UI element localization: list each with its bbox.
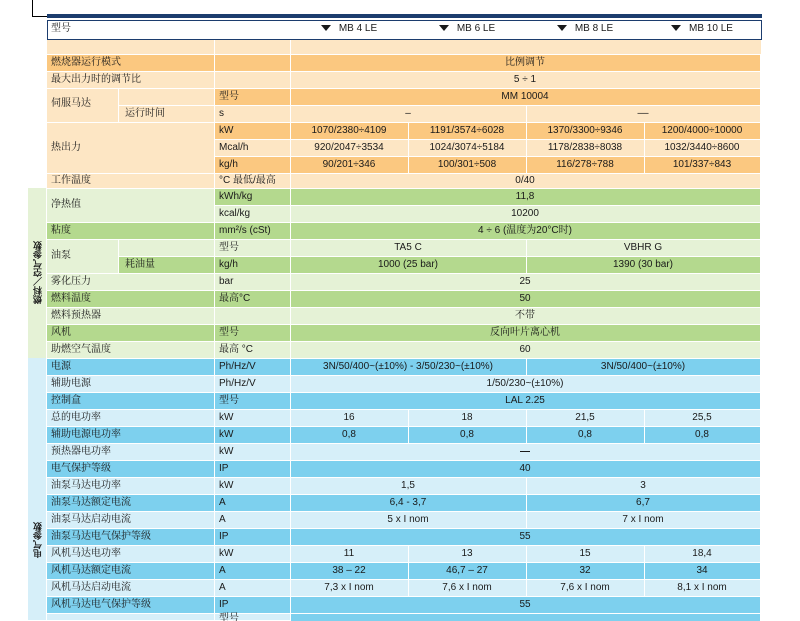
row-label: 控制盒: [51, 395, 81, 406]
row-unit: kW: [219, 429, 234, 440]
row-unit: kW: [219, 125, 234, 136]
table-cell: 34: [696, 565, 708, 576]
table-cell: 46,7 – 27: [446, 565, 488, 576]
row-value: 5 ÷ 1: [513, 74, 537, 85]
row-unit: °C 最低/最高: [219, 175, 276, 186]
row-label: 辅助电源电功率: [51, 429, 121, 440]
row-unit: A: [219, 582, 226, 593]
row-unit: Ph/Hz/V: [219, 378, 256, 389]
table-cell: 7,3 x I nom: [324, 582, 374, 593]
row-label: 油泵马达启动电流: [51, 514, 131, 525]
row-value: LAL 2.25: [505, 395, 545, 406]
row-unit: IP: [219, 531, 229, 542]
row-value: 55: [519, 531, 531, 542]
row-label: 油泵马达电气保护等级: [51, 531, 151, 542]
row-value: TA5 C: [394, 242, 422, 253]
row-value: VBHR G: [623, 242, 663, 253]
row-label: 电气保护等级: [51, 463, 111, 474]
row-value: 反向叶片离心机: [490, 327, 560, 338]
row-unit: kg/h: [219, 159, 238, 170]
row-value: MM 10004: [501, 91, 549, 102]
table-cell: 1178/2838÷8038: [547, 142, 623, 153]
row-value: 40: [519, 463, 531, 474]
row-label: 辅助电源: [51, 378, 91, 389]
row-value: 1390 (30 bar): [612, 259, 674, 270]
row-unit: kW: [219, 446, 234, 457]
table-cell: 1032/3440÷8600: [664, 142, 740, 153]
table-cell: 16: [343, 412, 355, 423]
header-model-3[interactable]: MB 8 LE: [526, 21, 644, 37]
row-label: 燃料预热器: [51, 310, 101, 321]
row-label: 净热值: [51, 199, 81, 210]
row-value: 25: [519, 276, 531, 287]
row-value: –: [405, 108, 411, 119]
spacer-row: [47, 40, 761, 54]
row-value: ––: [637, 108, 649, 119]
header-model-1[interactable]: MB 4 LE: [290, 21, 408, 37]
row-label: 燃料温度: [51, 293, 91, 304]
row-unit-partial: 型号: [219, 613, 239, 621]
table-cell: 13: [461, 548, 473, 559]
row-label: 总的电功率: [51, 412, 101, 423]
row-unit: bar: [219, 276, 234, 287]
row-label: 风机马达电气保护等级: [51, 599, 151, 610]
row-unit: 最高 °C: [219, 344, 253, 355]
row-value: 5 x I nom: [387, 514, 429, 525]
row-value: —: [520, 446, 530, 457]
dropdown-icon: [439, 25, 449, 31]
row-value: 比例调节: [505, 57, 545, 68]
table-cell: 0,8: [460, 429, 474, 440]
table-cell: 18,4: [692, 548, 712, 559]
table-cell: 116/278÷788: [556, 159, 614, 170]
row-unit: s: [219, 108, 224, 119]
row-value: 60: [519, 344, 531, 355]
row-value: 1000 (25 bar): [377, 259, 439, 270]
row-sublabel: 运行时间: [125, 108, 165, 119]
row-unit: A: [219, 565, 226, 576]
table-cell: 18: [461, 412, 473, 423]
section-label-electrical: 电气参数: [33, 522, 43, 558]
row-unit: 型号: [219, 91, 239, 102]
frame-line-left: [32, 0, 33, 16]
row-value: 6,7: [636, 497, 650, 508]
row-value: 7 x I nom: [622, 514, 664, 525]
row-unit: A: [219, 497, 226, 508]
row-label: 助燃空气温度: [51, 344, 111, 355]
row-label: 热出力: [51, 142, 81, 153]
table-cell: 38 – 22: [332, 565, 366, 576]
table-cell: 15: [579, 548, 591, 559]
table-cell: 7,6 x I nom: [560, 582, 610, 593]
table-cell: 32: [579, 565, 591, 576]
row-sublabel: 耗油量: [125, 259, 155, 270]
row-label: 风机马达额定电流: [51, 565, 131, 576]
row-label: 工作温度: [51, 175, 91, 186]
navy-top-bar: [47, 14, 762, 18]
row-unit: A: [219, 514, 226, 525]
row-unit: 型号: [219, 242, 239, 253]
row-unit: kWh/kg: [219, 191, 253, 202]
row-unit: IP: [219, 599, 229, 610]
header-model-4[interactable]: MB 10 LE: [644, 21, 760, 37]
row-label: 电源: [51, 361, 71, 372]
row-value: 3: [640, 480, 646, 491]
row-label: 油泵马达额定电流: [51, 497, 131, 508]
table-cell: 1370/3300÷9346: [547, 125, 623, 136]
table-cell: 101/337÷843: [672, 159, 732, 170]
table-cell: 0,8: [342, 429, 356, 440]
table-cell: 25,5: [692, 412, 712, 423]
row-value: 0/40: [515, 175, 535, 186]
row-unit: IP: [219, 463, 229, 474]
table-cell: 0,8: [578, 429, 592, 440]
row-value: 1,5: [401, 480, 415, 491]
row-unit: Ph/Hz/V: [219, 361, 256, 372]
table-cell: 8,1 x I nom: [677, 582, 727, 593]
table-cell: 1024/3074÷5184: [429, 142, 505, 153]
row-value: 55: [519, 599, 531, 610]
row-unit: 型号: [219, 327, 239, 338]
row-value: 6,4 - 3,7: [389, 497, 427, 508]
row-label: 粘度: [51, 225, 71, 236]
row-value: 3N/50/400~(±10%) - 3/50/230~(±10%): [323, 361, 493, 372]
table-cell: 21,5: [575, 412, 595, 423]
table-cell: 100/301÷508: [437, 159, 497, 170]
row-label: 油泵马达电功率: [51, 480, 121, 491]
row-value: 50: [519, 293, 531, 304]
row-label: 伺服马达: [51, 98, 91, 109]
row-label: 风机马达电功率: [51, 548, 121, 559]
row-value: 10200: [511, 208, 539, 219]
table-cell: 0,8: [695, 429, 709, 440]
table-cell: 1200/4000÷10000: [661, 125, 743, 136]
row-value: 不带: [515, 310, 535, 321]
table-cell: 920/2047÷3534: [314, 142, 384, 153]
table-cell: 90/201÷346: [322, 159, 376, 170]
dropdown-icon: [671, 25, 681, 31]
section-label-fuel-air: 燃料／空气参数: [33, 241, 43, 305]
row-label: 最大出力时的调节比: [51, 74, 141, 85]
row-label: 雾化压力: [51, 276, 91, 287]
row-unit: 型号: [219, 395, 239, 406]
table-cell: 1070/2380÷4109: [311, 125, 387, 136]
table-cell: 7,6 x I nom: [442, 582, 492, 593]
row-unit: kW: [219, 548, 234, 559]
dropdown-icon: [557, 25, 567, 31]
row-label: 风机马达启动电流: [51, 582, 131, 593]
row-unit: kcal/kg: [219, 208, 251, 219]
row-unit: kW: [219, 412, 234, 423]
bg-partial: [290, 613, 760, 621]
row-value: 11,8: [515, 191, 535, 202]
table-cell: 1191/3574÷6028: [429, 125, 505, 136]
row-value: 3N/50/400~(±10%): [600, 361, 686, 372]
row-label: 预热器电功率: [51, 446, 111, 457]
row-unit: kW: [219, 480, 234, 491]
row-unit: 最高°C: [219, 293, 251, 304]
header-model-label: 型号: [51, 23, 71, 34]
row-label: 风机: [51, 327, 71, 338]
header-model-2[interactable]: MB 6 LE: [408, 21, 526, 37]
row-unit: mm²/s (cSt): [219, 225, 271, 236]
row-label: 油泵: [51, 250, 71, 261]
dropdown-icon: [321, 25, 331, 31]
row-value: 1/50/230~(±10%): [486, 378, 564, 389]
row-unit: Mcal/h: [219, 142, 249, 153]
row-label: 燃烧器运行模式: [51, 57, 121, 68]
table-cell: 11: [343, 548, 355, 559]
row-unit: kg/h: [219, 259, 238, 270]
row-value: 4 ÷ 6 (温度为20°C时): [478, 225, 572, 236]
